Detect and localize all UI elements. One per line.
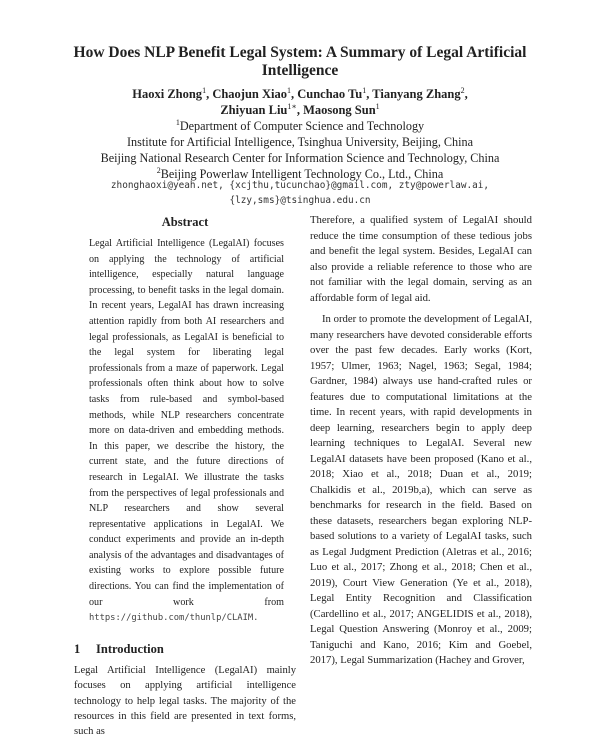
affiliation: Beijing National Research Center for Information Science and Technology, China (100, 151, 500, 165)
author: Chaojun Xiao$^1$ (212, 85, 291, 101)
abstract-text: Legal Artificial Intelligence (LegalAI) focuses on applying the technology of artificial intelligence, especially natural language processing, to benefit tasks in the legal domain. In recent years, LegalAI has drawn increasing attention rapidly from both AI researchers and legal professionals, as LegalAI is beneficial to the legal system for liberating legal professionals from a maze of paperwork. Legal professionals often think about how to solve tasks from rule-based and symbol-based methods, while NLP researchers concentrate more on data-driven and embedding methods. In this paper, we describe the history, the current state, and the future directions of research in LegalAI. We illustrate the tasks from the perspectives of legal professionals and NLP researchers and show several representative applications in LegalAI. We conduct experiments and provide an in-depth analysis of the advantages and disadvantages of existing works to explore possible future directions. You can find the implementation of our work from (89, 238, 284, 608)
author-list: Haoxi Zhong$^1$, Chaojun Xiao$^1$, Cunchao Tu$^1$, Tianyang Zhang$^2$, Zhiyuan Liu$^{1∗}$, Maosong Sun$^1$ (132, 85, 468, 117)
abstract-body (89, 236, 284, 627)
section-number: 1 (74, 641, 81, 656)
author: Haoxi Zhong$^1$ (132, 85, 207, 101)
left-column (74, 214, 296, 740)
intro-paragraph: Legal Artificial Intelligence (LegalAI) mainly focuses on applying artificial intelligence technology to help legal tasks. The majority of the resources in this field are presented in text forms, such as (74, 664, 296, 738)
abstract-heading: Abstract (161, 215, 209, 229)
affiliation-list (50, 118, 550, 182)
email-line: {lzy,sms}@tsinghua.edu.cn (229, 195, 371, 206)
right-column (310, 213, 532, 669)
section-title: Introduction (96, 641, 164, 656)
section-heading-introduction (74, 641, 296, 657)
author: Maosong Sun$^1$ (303, 101, 380, 117)
author: Zhiyuan Liu$^{1∗}$ (220, 101, 297, 117)
affiliation: $^1$Department of Computer Science and Technology (175, 117, 425, 133)
affiliation: $^2$Beijing Powerlaw Intelligent Technology Co., Ltd., China (156, 165, 444, 181)
paper-title: How Does NLP Benefit Legal System: A Summary of Legal Artificial Intelligence (73, 44, 527, 79)
affiliation: Institute for Artificial Intelligence, Tsinghua University, Beijing, China (126, 135, 474, 149)
body-paragraph: Therefore, a qualified system of LegalAI should reduce the time consumption of these tedious jobs and benefit the legal system. Besides, LegalAI can also provide a reliable reference to those who are not familiar with the legal domain, serving as an affordable form of legal aid. (310, 214, 532, 304)
email-line: zhonghaoxi@yeah.net, {xcjthu,tucunchao}@gmail.com, zty@powerlaw.ai, (110, 180, 490, 191)
author: Tianyang Zhang$^2$ (372, 85, 465, 101)
email-list (40, 178, 560, 208)
author: Cunchao Tu$^1$ (297, 85, 367, 101)
abstract-code-link[interactable]: https://github.com/thunlp/CLAIM. (89, 613, 259, 624)
body-paragraph: In order to promote the development of LegalAI, many researchers have devoted considerable efforts over the past few decades. Early works (Kort, 1957; Ulmer, 1963; Nagel, 1963; Segal, 1984; Gardner, 1984) always use hand-crafted rules or features due to computational limitations at the time. In recent years, with rapid developments in deep learning, researchers begin to apply deep learning techniques to LegalAI. Several new LegalAI datasets have been proposed (Kano et al., 2018; Xiao et al., 2018; Duan et al., 2019; Chalkidis et al., 2019b,a), which can serve as benchmarks for research in the field. Based on these datasets, researchers began exploring NLP-based solutions to a variety of LegalAI tasks, such as Legal Judgment Prediction (Aletras et al., 2016; Luo et al., 2017; Zhong et al., 2018; Chen et al., 2019), Court View Generation (Ye et al., 2018), Legal Entity Recognition and Classification (Cardellino et al., 2017; ANGELIDIS et al., 2018), Legal Question Answering (Monroy et al., 2009; Taniguchi and Kano, 2016; Kim and Goebel, 2017), Legal Summarization (Hachey and Grover, (310, 313, 532, 666)
